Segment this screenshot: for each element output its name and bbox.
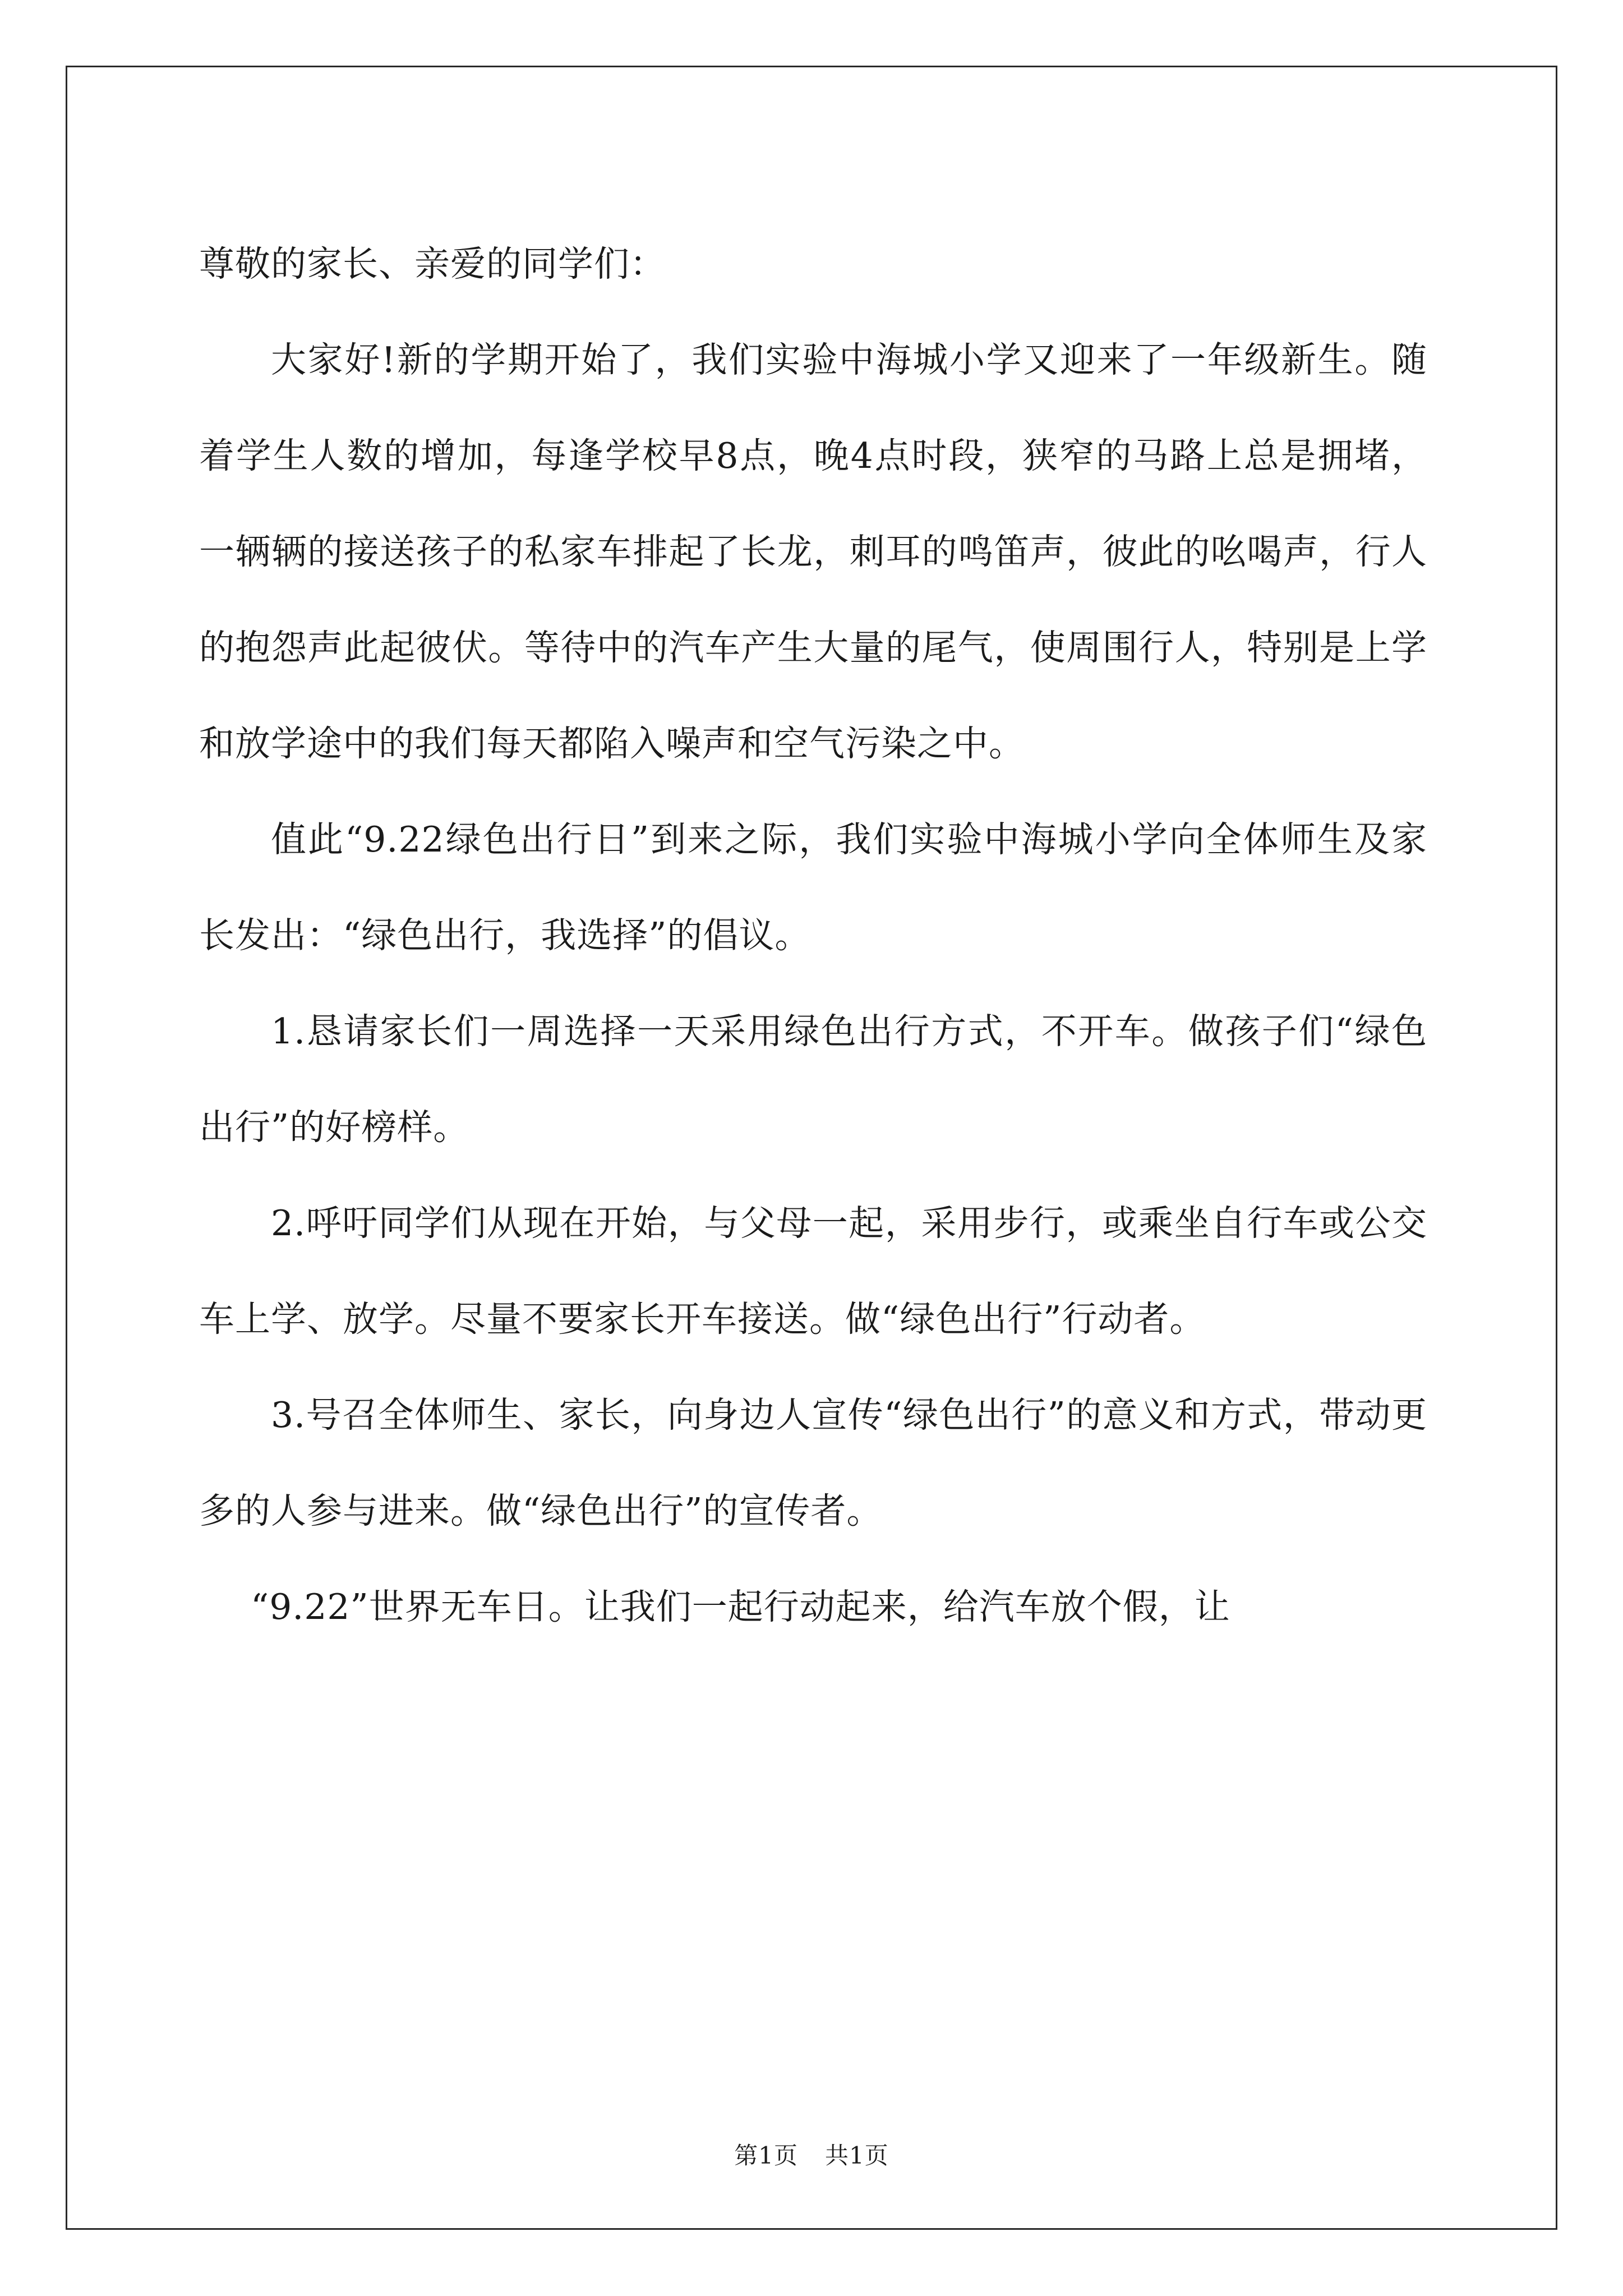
list-item-3: 3.号召全体师生、家长，向身边人宣传“绿色出行”的意义和方式，带动更多的人参与进来。做“绿色出行”的宣传者。: [199, 1395, 1427, 1531]
page-footer: [0, 2137, 1623, 2171]
paragraph-initiative: 值此“9.22绿色出行日”到来之际，我们实验中海城小学向全体师生及家长发出：“绿色出行，我选择”的倡议。: [199, 819, 1427, 956]
list-item-1: 1.恳请家长们一周选择一天采用绿色出行方式，不开车。做孩子们“绿色出行”的好榜样。: [199, 1011, 1427, 1148]
total-pages: 共1页: [825, 2142, 889, 2169]
document-body: [199, 216, 1427, 1655]
paragraph-closing: “9.22”世界无车日。让我们一起行动起来，给汽车放个假，让: [251, 1586, 1230, 1627]
paragraph-intro: 大家好!新的学期开始了，我们实验中海城小学又迎来了一年级新生。随着学生人数的增加，每逢学校早8点，晚4点时段，狭窄的马路上总是拥堵，一辆辆的接送孩子的私家车排起了长龙，刺耳的鸣笛声，彼此的吆喝声，行人的抱怨声此起彼伏。等待中的汽车产生大量的尾气，使周围行人，特别是上学和放学途中的我们每天都陷入噪声和空气污染之中。: [199, 339, 1427, 764]
salutation: 尊敬的家长、亲爱的同学们：: [199, 243, 666, 284]
page-number: 第1页: [734, 2142, 798, 2169]
list-item-2: 2.呼吁同学们从现在开始，与父母一起，采用步行，或乘坐自行车或公交车上学、放学。尽量不要家长开车接送。做“绿色出行”行动者。: [199, 1203, 1427, 1340]
